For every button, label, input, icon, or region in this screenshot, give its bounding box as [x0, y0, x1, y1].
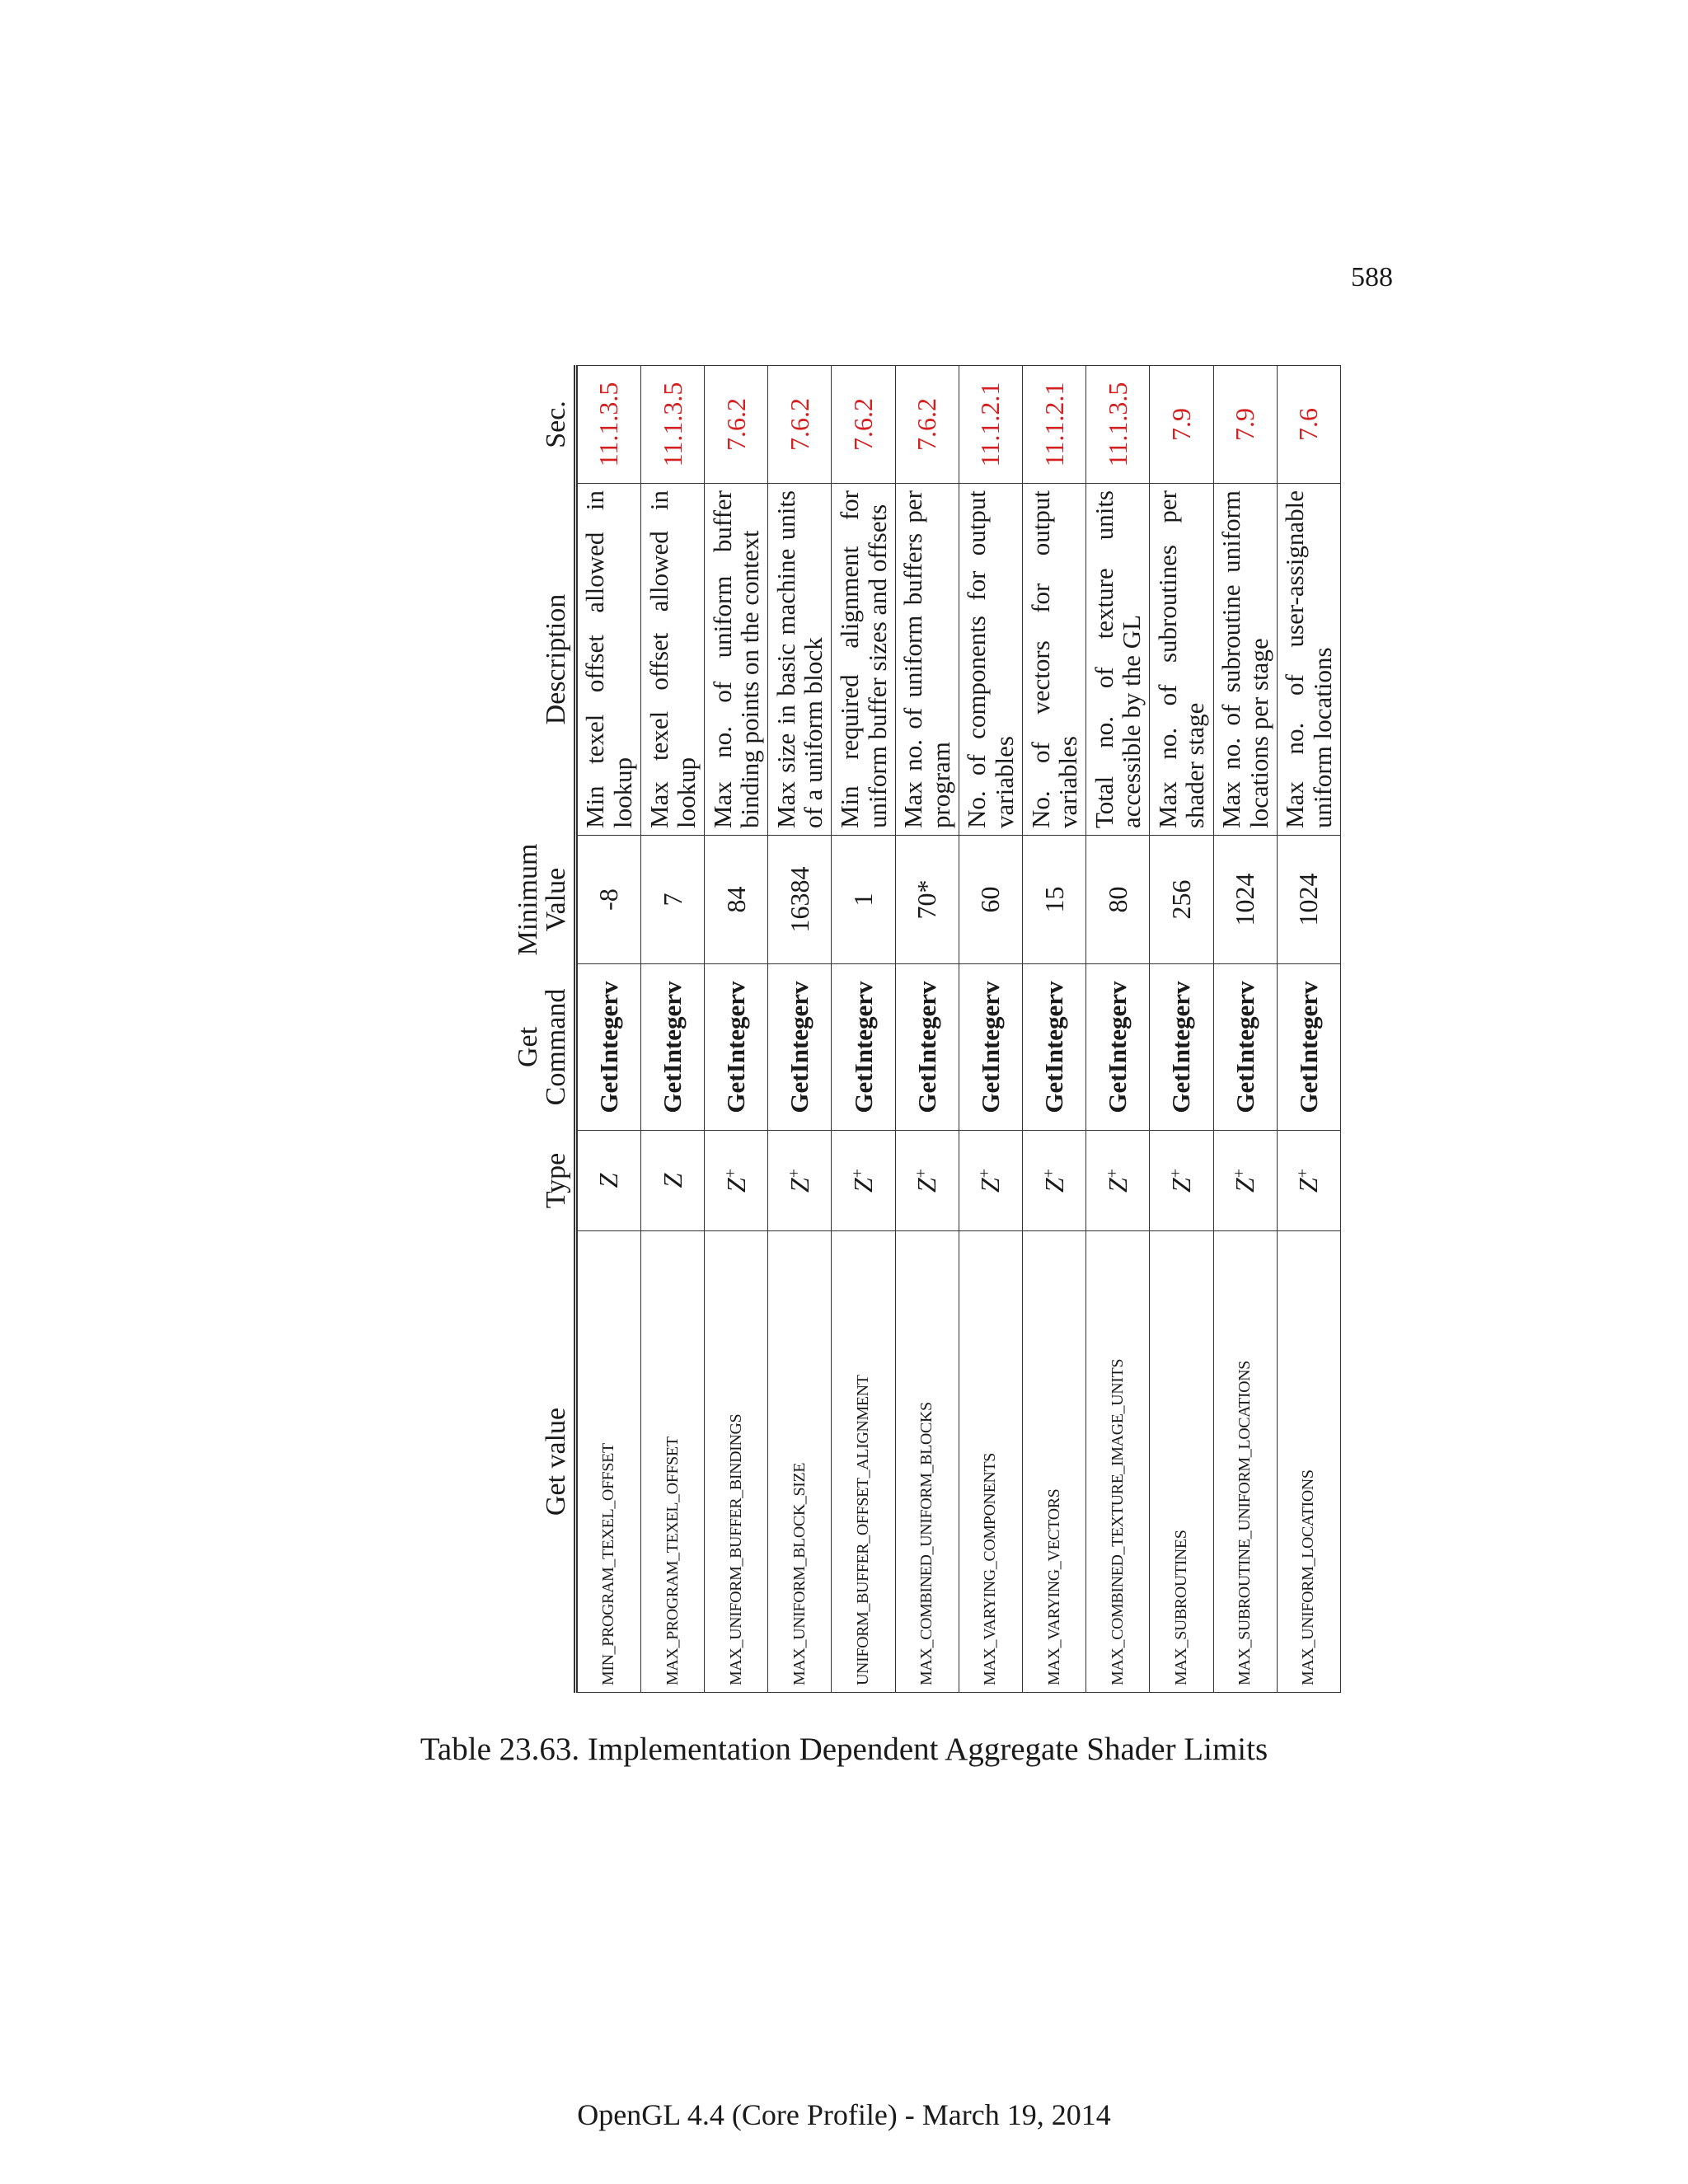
min-value-cell: 1 — [832, 836, 895, 964]
type-superscript: + — [1166, 1168, 1185, 1179]
type-symbol: Z — [1102, 1178, 1132, 1193]
section-link[interactable]: 11.1.2.1 — [959, 366, 1022, 484]
description-cell: Max no. of subroutine uniform locations per stage — [1213, 484, 1277, 836]
min-value-cell: 70* — [895, 836, 959, 964]
table-row — [640, 366, 704, 1693]
section-link[interactable]: 7.6.2 — [895, 366, 959, 484]
type-symbol: Z — [975, 1178, 1006, 1193]
get-value-cell: MIN_PROGRAM_TEXEL_OFFSET — [575, 1231, 640, 1693]
type-cell — [575, 1131, 640, 1231]
page-number: 588 — [1351, 262, 1393, 293]
type-cell — [959, 1131, 1022, 1231]
get-value-cell: UNIFORM_BUFFER_OFFSET_ALIGNMENT — [832, 1231, 895, 1693]
table-row — [1022, 366, 1085, 1693]
get-value-cell: MAX_VARYING_VECTORS — [1022, 1231, 1085, 1693]
min-value-cell: 1024 — [1213, 836, 1277, 964]
type-cell — [768, 1131, 832, 1231]
get-command-cell: GetIntegerv — [575, 964, 640, 1131]
header-get-value: Get value — [480, 1231, 575, 1693]
type-symbol: Z — [1165, 1178, 1196, 1193]
get-command-cell: GetIntegerv — [959, 964, 1022, 1131]
type-superscript: + — [1103, 1168, 1122, 1179]
table-header-row — [480, 366, 575, 1693]
header-get-command-line2: Command — [540, 988, 571, 1106]
type-symbol: Z — [848, 1178, 879, 1193]
type-symbol: Z — [1230, 1178, 1260, 1193]
table-row — [959, 366, 1022, 1693]
header-get-command — [480, 964, 575, 1131]
type-superscript: + — [975, 1168, 994, 1179]
shader-limits-table — [480, 365, 1341, 1693]
type-cell — [1086, 1131, 1150, 1231]
description-cell: Max texel offset allowed in lookup — [640, 484, 704, 836]
get-value-cell: MAX_UNIFORM_BUFFER_BINDINGS — [705, 1231, 768, 1693]
section-link[interactable]: 11.1.2.1 — [1022, 366, 1085, 484]
table-row — [832, 366, 895, 1693]
header-min-value-line1: Minimum — [512, 843, 543, 956]
description-cell: Min required alignment for uniform buffer sizes and offsets — [832, 484, 895, 836]
type-symbol: Z — [720, 1178, 751, 1193]
description-cell: Max no. of uniform buffers per program — [895, 484, 959, 836]
min-value-cell: 60 — [959, 836, 1022, 964]
type-symbol: Z — [657, 1173, 687, 1188]
description-cell: No. of vectors for output variables — [1022, 484, 1085, 836]
section-link[interactable]: 7.6.2 — [832, 366, 895, 484]
min-value-cell: 84 — [705, 836, 768, 964]
type-superscript: + — [721, 1168, 740, 1179]
get-command-cell: GetIntegerv — [1150, 964, 1213, 1131]
description-cell: Total no. of texture units accessible by the GL — [1086, 484, 1150, 836]
description-cell: Max no. of user-assignable uniform locations — [1277, 484, 1340, 836]
type-superscript: + — [1039, 1168, 1057, 1179]
type-superscript: + — [912, 1168, 931, 1179]
section-link[interactable]: 7.9 — [1213, 366, 1277, 484]
section-link[interactable]: 7.9 — [1150, 366, 1213, 484]
type-superscript: + — [848, 1168, 867, 1179]
get-command-cell: GetIntegerv — [768, 964, 832, 1131]
type-superscript: + — [1230, 1168, 1249, 1179]
table-row — [1277, 366, 1340, 1693]
table-caption: Table 23.63. Implementation Dependent Aggregate Shader Limits — [420, 1732, 1268, 1767]
header-min-value — [480, 836, 575, 964]
section-link[interactable]: 11.1.3.5 — [640, 366, 704, 484]
min-value-cell: 1024 — [1277, 836, 1340, 964]
section-link[interactable]: 7.6.2 — [705, 366, 768, 484]
section-link[interactable]: 7.6 — [1277, 366, 1340, 484]
table-row — [1086, 366, 1150, 1693]
description-cell: Min texel offset allowed in lookup — [575, 484, 640, 836]
type-cell — [640, 1131, 704, 1231]
type-cell — [895, 1131, 959, 1231]
description-cell: Max no. of uniform buffer binding points on the context — [705, 484, 768, 836]
description-cell: Max size in basic machine units of a uniform block — [768, 484, 832, 836]
get-command-cell: GetIntegerv — [832, 964, 895, 1131]
type-cell — [832, 1131, 895, 1231]
description-cell: Max no. of subroutines per shader stage — [1150, 484, 1213, 836]
min-value-cell: -8 — [575, 836, 640, 964]
get-command-cell: GetIntegerv — [1213, 964, 1277, 1131]
get-value-cell: MAX_COMBINED_TEXTURE_IMAGE_UNITS — [1086, 1231, 1150, 1693]
page-footer: OpenGL 4.4 (Core Profile) - March 19, 2014 — [577, 2098, 1111, 2131]
min-value-cell: 15 — [1022, 836, 1085, 964]
type-symbol: Z — [1293, 1178, 1324, 1193]
header-min-value-line2: Value — [540, 867, 571, 932]
get-value-cell: MAX_UNIFORM_LOCATIONS — [1277, 1231, 1340, 1693]
table-row — [768, 366, 832, 1693]
get-command-cell: GetIntegerv — [640, 964, 704, 1131]
get-value-cell: MAX_UNIFORM_BLOCK_SIZE — [768, 1231, 832, 1693]
min-value-cell: 7 — [640, 836, 704, 964]
type-cell — [1022, 1131, 1085, 1231]
table-row — [895, 366, 959, 1693]
type-cell — [1213, 1131, 1277, 1231]
header-description: Description — [480, 484, 575, 836]
section-link[interactable]: 7.6.2 — [768, 366, 832, 484]
section-link[interactable]: 11.1.3.5 — [575, 366, 640, 484]
type-symbol: Z — [593, 1173, 624, 1188]
table-row — [575, 366, 640, 1693]
min-value-cell: 80 — [1086, 836, 1150, 964]
get-command-cell: GetIntegerv — [705, 964, 768, 1131]
type-symbol: Z — [912, 1178, 942, 1193]
get-command-cell: GetIntegerv — [895, 964, 959, 1131]
get-value-cell: MAX_SUBROUTINE_UNIFORM_LOCATIONS — [1213, 1231, 1277, 1693]
table-row — [1150, 366, 1213, 1693]
type-symbol: Z — [1039, 1178, 1069, 1193]
min-value-cell: 256 — [1150, 836, 1213, 964]
type-symbol: Z — [784, 1178, 814, 1193]
type-superscript: + — [785, 1168, 804, 1179]
get-value-cell: MAX_VARYING_COMPONENTS — [959, 1231, 1022, 1693]
table-row — [705, 366, 768, 1693]
header-section: Sec. — [480, 366, 575, 484]
type-cell — [705, 1131, 768, 1231]
type-cell — [1277, 1131, 1340, 1231]
type-superscript: + — [1293, 1168, 1312, 1179]
min-value-cell: 16384 — [768, 836, 832, 964]
get-value-cell: MAX_COMBINED_UNIFORM_BLOCKS — [895, 1231, 959, 1693]
limits-table-rotated — [480, 366, 1341, 1693]
section-link[interactable]: 11.1.3.5 — [1086, 366, 1150, 484]
description-cell: No. of components for output variables — [959, 484, 1022, 836]
header-type: Type — [480, 1131, 575, 1231]
get-command-cell: GetIntegerv — [1086, 964, 1150, 1131]
get-command-cell: GetIntegerv — [1022, 964, 1085, 1131]
get-value-cell: MAX_PROGRAM_TEXEL_OFFSET — [640, 1231, 704, 1693]
header-get-command-line1: Get — [512, 1026, 543, 1068]
type-cell — [1150, 1131, 1213, 1231]
get-command-cell: GetIntegerv — [1277, 964, 1340, 1131]
get-value-cell: MAX_SUBROUTINES — [1150, 1231, 1213, 1693]
table-row — [1213, 366, 1277, 1693]
